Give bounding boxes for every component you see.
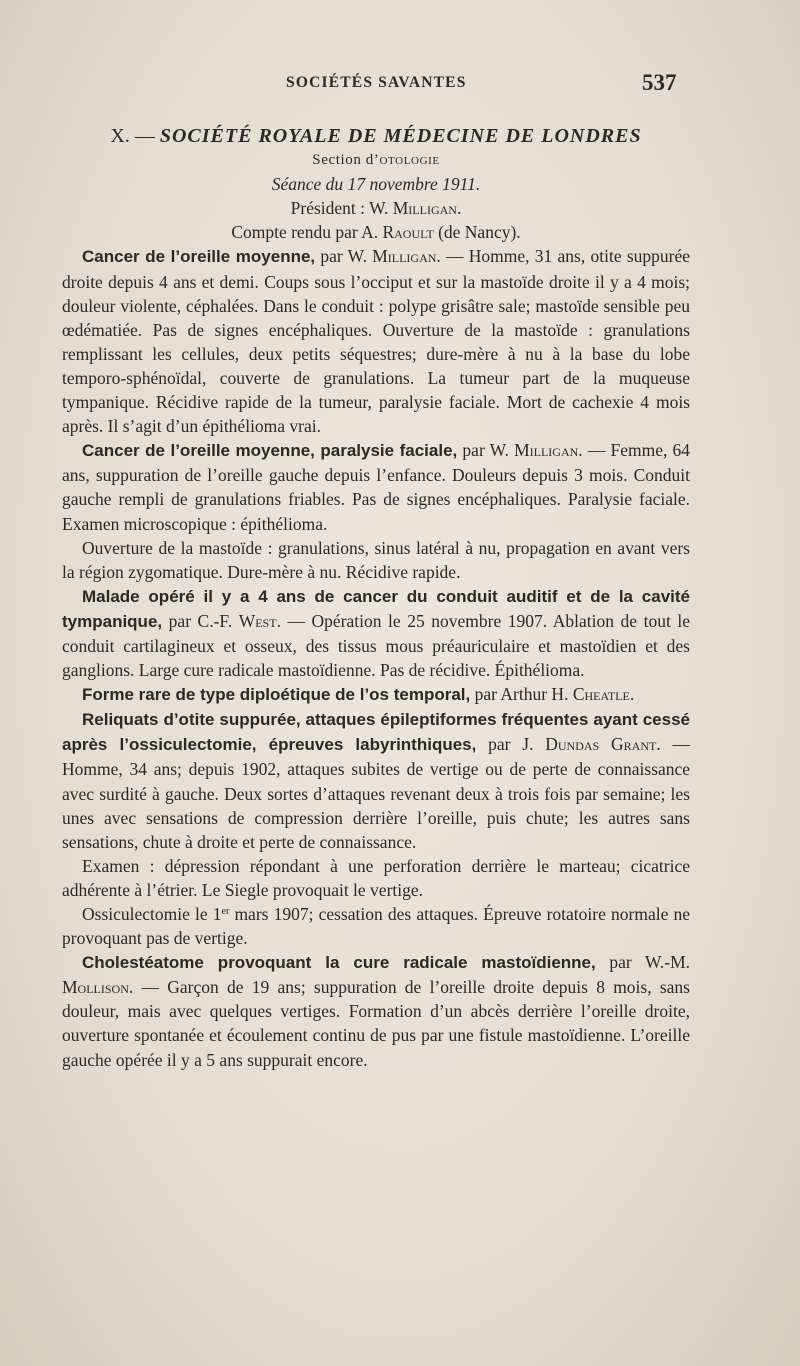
president-line: Président : W. Milligan.	[290, 198, 462, 219]
entry-body: . — Garçon de 19 ans; suppuration de l’oreille droite depuis 8 mois, sans douleur, mais avec quelques vertiges. Formation d’un abcès derrière l’oreille droite, ouverture spontanée et écoulement continu de pus par une fistule mastoïdienne. L’oreille gauche opérée il y a 5 ans suppurait encore.	[62, 977, 690, 1070]
entry-5-continued: Examen : dépression répondant à une perforation derrière le marteau; cicatrice adhérente à l’étrier. Le Siegle provoquait le vertige.	[62, 855, 690, 900]
entry-heading: Malade opéré il y a 4 ans de cancer du conduit auditif et de la cavité tympanique,	[62, 586, 690, 631]
entry-author: Mollison	[62, 977, 129, 998]
society-title: X. — SOCIÉTÉ ROYALE DE MÉDECINE DE LONDRES	[110, 125, 642, 147]
section-line: Section d’otologie	[312, 152, 440, 169]
entry-3: Malade opéré il y a 4 ans de cancer du conduit auditif et de la cavité tympanique, par C.-F. West. — Opération le 25 novembre 1907. Ablation de tout le conduit cartilagineux et osseux, des tissus mous préauriculaire et mastoïdien et des ganglions. Large cure radicale mastoïdienne. Pas de récidive. Épithélioma.	[62, 586, 690, 681]
session-date: 17 novembre 1911	[347, 174, 476, 195]
entry-author: West	[238, 610, 277, 631]
entry-author: Dundas Grant	[545, 734, 657, 755]
page-number: 537	[642, 70, 677, 95]
session-line: Séance du 17 novembre 1911.	[271, 174, 481, 195]
page-content	[62, 124, 690, 1072]
entry-6: Cholestéatome provoquant la cure radicale mastoïdienne, par W.-M. Mollison. — Garçon de 19 ans; suppuration de l’oreille droite depuis 8 mois, sans douleur, mais avec quelques vertiges. Formation d’un abcès derrière l’oreille droite, ouverture spontanée et écoulement continu de pus par une fistule mastoïdienne. L’oreille gauche opérée il y a 5 ans suppurait encore.	[62, 952, 691, 1070]
entry-heading: Cancer de l’oreille moyenne, paralysie faciale,	[82, 441, 458, 461]
entry-heading: Forme rare de type diploétique de l’os temporal,	[82, 685, 471, 705]
entry-body: . — Opération le 25 novembre 1907. Ablation de tout le conduit cartilagineux et osseux, des tissus mous préauriculaire et mastoïdien et des ganglions. Large cure radicale mastoïdienne. Pas de récidive. Épithélioma.	[62, 610, 690, 681]
running-head: SOCIÉTÉS SAVANTES	[286, 74, 467, 91]
entry-body: . — Homme, 34 ans; depuis 1902, attaques subites de vertige ou de perte de connaissance avec surdité à gauche. Deux sortes d’attaques revenant deux à trois fois par semaine; les unes avec sensations de compression derrière l’oreille, puis chute; les autres sans sensations, chute à droite et perte de connaissance.	[62, 734, 690, 852]
entry-author: Milligan	[372, 246, 437, 267]
entry-4: Forme rare de type diploétique de l’os temporal, par Arthur H. Cheatle.	[82, 684, 635, 705]
entry-body: .	[629, 684, 635, 705]
entry-heading: Cancer de l’oreille moyenne,	[82, 247, 316, 267]
entry-2-continued: Ouverture de la mastoïde : granulations, sinus latéral à nu, propagation en avant vers la région zygomatique. Dure-mère à nu. Récidive rapide.	[62, 537, 690, 582]
entry-author: Milligan	[514, 440, 579, 461]
entry-heading: Reliquats d’otite suppurée, attaques épileptiformes fréquentes ayant cessé après l’ossiculectomie, épreuves labyrinthiques,	[62, 710, 690, 755]
entry-author: Cheatle	[572, 684, 630, 705]
society-name: SOCIÉTÉ ROYALE DE MÉDECINE DE LONDRES	[159, 125, 642, 147]
report-line: Compte rendu par A. Raoult (de Nancy).	[231, 222, 521, 243]
entry-5-continued-2: Ossiculectomie le 1er mars 1907; cessation des attaques. Épreuve rotatoire normale ne provoquant pas de vertige.	[62, 904, 690, 949]
entry-heading: Cholestéatome provoquant la cure radicale mastoïdienne,	[82, 953, 596, 973]
entry-body: . — Homme, 31 ans, otite suppurée droite depuis 4 ans et demi. Coups sous l’occiput et sur la mastoïde droite il y a 4 mois; douleur violente, céphalées. Dans le conduit : polype grisâtre sale; mastoïde sensible peu œdématiée. Pas de signes encéphaliques. Ouverture de la mastoïde : granulations remplissant les cellules, deux petits séquestres; dure-mère à nu à la base du lobe temporo-sphénoïdal, couverte de granulations. La tumeur part de la muqueuse tympanique. Récidive rapide de la tumeur, paralysie faciale. Mort de cachexie 4 mois après. Il s’agit d’un épithélioma vrai.	[62, 246, 690, 437]
entry-1: Cancer de l’oreille moyenne, par W. Milligan. — Homme, 31 ans, otite suppurée droite depuis 4 ans et demi. Coups sous l’occiput et sur la mastoïde droite il y a 4 mois; douleur violente, céphalées. Dans le conduit : polype grisâtre sale; mastoïde sensible peu œdématiée. Pas de signes encéphaliques. Ouverture de la mastoïde : granulations remplissant les cellules, deux petits séquestres; dure-mère à nu à la base du lobe temporo-sphénoïdal, couverte de granulations. La tumeur part de la muqueuse tympanique. Récidive rapide de la tumeur, paralysie faciale. Mort de cachexie 4 mois après. Il s’agit d’un épithélioma vrai.	[62, 246, 690, 437]
entry-body: . — Femme, 64 ans, suppuration de l’oreille gauche depuis l’enfance. Douleurs depuis 3 mois. Conduit gauche rempli de granulations friables. Pas de signes encéphaliques. Paralysie faciale. Examen microscopique : épithélioma.	[62, 440, 690, 534]
entry-5: Reliquats d’otite suppurée, attaques épileptiformes fréquentes ayant cessé après l’ossiculectomie, épreuves labyrinthiques, par J. Dundas Grant. — Homme, 34 ans; depuis 1902, attaques subites de vertige ou de perte de connaissance avec surdité à gauche. Deux sortes d’attaques revenant deux à trois fois par semaine; les unes avec sensations de compression derrière l’oreille, puis chute; les autres sans sensations, chute à droite et perte de connaissance.	[62, 710, 690, 852]
entry-2: Cancer de l’oreille moyenne, paralysie faciale, par W. Milligan. — Femme, 64 ans, suppuration de l’oreille gauche depuis l’enfance. Douleurs depuis 3 mois. Conduit gauche rempli de granulations friables. Pas de signes encéphaliques. Paralysie faciale. Examen microscopique : épithélioma.	[62, 440, 690, 534]
